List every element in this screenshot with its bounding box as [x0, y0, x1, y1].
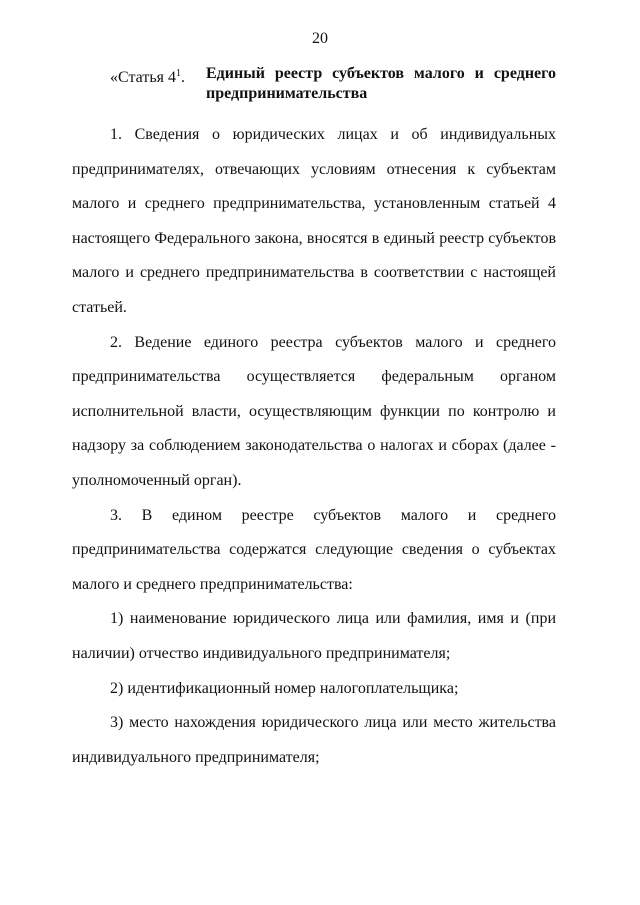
article-number — [110, 64, 206, 88]
article-body — [72, 118, 556, 775]
paragraph-1: 1. Сведения о юридических лицах и об индивидуальных предпринимателях, отвечающих условиям отнесения к субъектам малого и среднего предпринимательства, установленным статьей 4 настоящего Федерального закона, вносятся в единый реестр субъектов малого и среднего предпринимательства в соответствии с настоящей статьей. — [72, 126, 556, 316]
list-item-2: 2) идентификационный номер налогоплательщика; — [110, 679, 459, 697]
article-superscript: 1 — [175, 68, 181, 79]
article-title: Единый реестр субъектов малого и среднего предпринимательства — [206, 65, 556, 102]
list-item-1: 1) наименование юридического лица или фамилия, имя и (при наличии) отчество индивидуального предпринимателя; — [72, 610, 556, 662]
page-number: 20 — [312, 30, 328, 47]
list-item-3: 3) место нахождения юридического лица или место жительства индивидуального предпринимателя; — [72, 714, 556, 766]
paragraph-3: 3. В едином реестре субъектов малого и среднего предпринимательства содержатся следующие сведения о субъектах малого и среднего предпринимательства: — [72, 506, 556, 593]
article-lead-text: «Статья 4 — [110, 69, 176, 86]
article-heading — [110, 64, 556, 104]
article-lead-suffix: . — [180, 69, 185, 86]
paragraph-2: 2. Ведение единого реестра субъектов малого и среднего предпринимательства осуществляется федеральным органом исполнительной власти, осуществляющим функции по контролю и надзору за соблюдением законодательства о налогах и сборах (далее - уполномоченный орган). — [72, 333, 556, 489]
